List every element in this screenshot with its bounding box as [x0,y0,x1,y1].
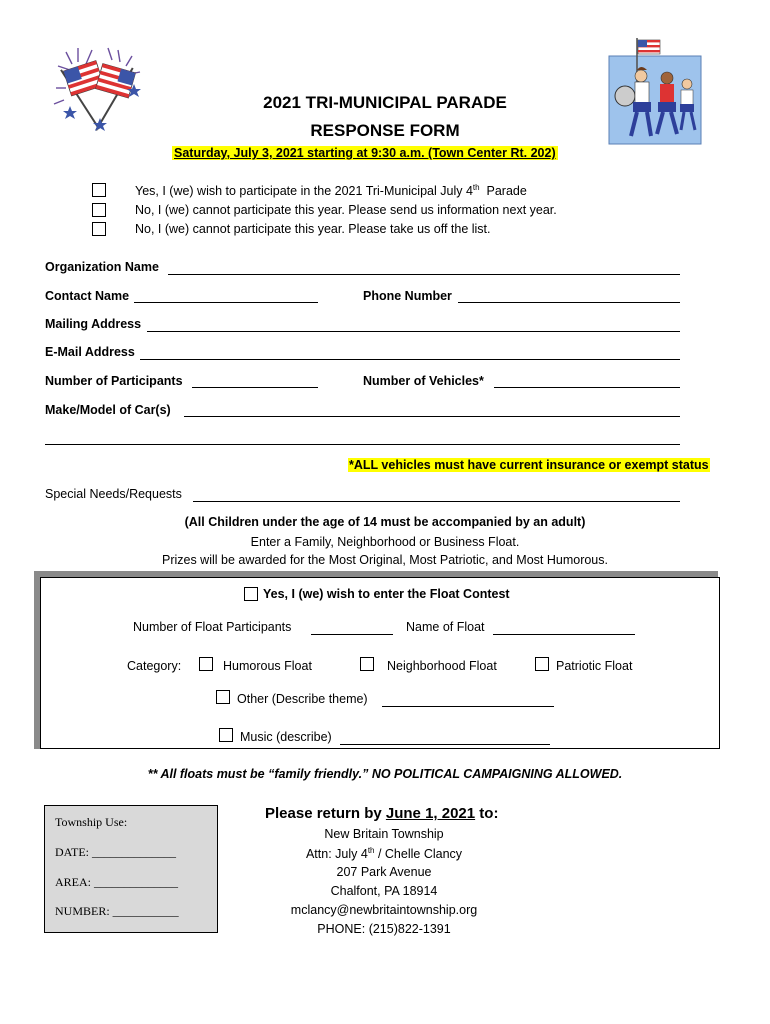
other-theme-checkbox[interactable] [216,690,230,704]
township-use-box [44,805,218,933]
float-contest-checkbox[interactable] [244,587,258,601]
return-tail: to: [475,805,499,822]
make-model-field[interactable] [184,416,680,417]
township-area: AREA: ______________ [55,875,178,889]
phone-number-field[interactable] [458,302,680,303]
float-participants-label: Number of Float Participants [133,620,292,634]
music-checkbox[interactable] [219,728,233,742]
participate-yes-checkbox[interactable] [92,183,106,197]
make-model-label: Make/Model of Car(s) [45,403,171,417]
participate-no-info-checkbox[interactable] [92,203,106,217]
return-lead: Please return by [265,805,386,822]
children-note: (All Children under the age of 14 must be accompanied by an adult) [184,515,586,529]
organization-name-label: Organization Name [45,260,159,274]
return-street: 207 Park Avenue [336,865,432,879]
patriotic-float-checkbox[interactable] [535,657,549,671]
category-label: Category: [127,659,182,673]
email-address-label: E-Mail Address [45,345,135,359]
special-needs-field[interactable] [193,501,680,502]
return-city: Chalfont, PA 18914 [330,884,438,898]
township-use-title: Township Use: [55,815,128,829]
neighborhood-float-checkbox[interactable] [360,657,374,671]
float-enter-note: Enter a Family, Neighborhood or Business Float. [250,535,520,549]
float-contest-label: Yes, I (we) wish to enter the Float Contest [263,587,510,601]
return-deadline: June 1, 2021 [385,805,476,822]
make-model-field-line2[interactable] [45,444,680,445]
insurance-note: *ALL vehicles must have current insurance or exempt status [349,458,709,472]
music-label: Music (describe) [240,730,332,744]
number-of-participants-field[interactable] [192,387,318,388]
humorous-float-label: Humorous Float [223,659,312,673]
page-title: 2021 TRI-MUNICIPAL PARADE [263,93,507,112]
organization-name-field[interactable] [168,274,680,275]
number-of-participants-label: Number of Participants [45,374,183,388]
email-address-field[interactable] [140,359,680,360]
contact-name-field[interactable] [134,302,318,303]
other-theme-label: Other (Describe theme) [237,692,368,706]
patriotic-float-label: Patriotic Float [556,659,633,673]
option-sup: th [472,183,480,192]
float-name-field[interactable] [493,634,635,635]
return-org: New Britain Township [324,827,444,841]
float-participants-field[interactable] [311,634,393,635]
option-text: Yes, I (we) wish to participate in the 2021 Tri-Municipal July 4 [135,184,473,199]
return-email[interactable]: mclancy@newbritaintownship.org [290,903,478,917]
float-name-label: Name of Float [406,620,485,634]
family-friendly-note: ** All floats must be “family friendly.” NO POLITICAL CAMPAIGNING ALLOWED. [147,767,623,781]
prizes-note: Prizes will be awarded for the Most Original, Most Patriotic, and Most Humorous. [161,553,608,567]
return-phone: PHONE: (215)822-1391 [317,922,451,936]
option-text-post: Parade [479,184,527,199]
number-of-vehicles-field[interactable] [494,387,680,388]
attn-sup: th [367,846,375,855]
contact-name-label: Contact Name [45,289,130,303]
attn-post: / Chelle Clancy [374,847,463,862]
special-needs-label: Special Needs/Requests [45,487,182,501]
option-no-info: No, I (we) cannot participate this year. Please send us information next year. [135,203,557,217]
phone-number-label: Phone Number [363,289,452,303]
music-field[interactable] [340,744,550,745]
return-attn [270,846,498,861]
option-participate-yes [135,183,527,198]
page-subtitle: RESPONSE FORM [310,121,460,140]
township-date: DATE: ______________ [55,845,176,859]
return-heading [265,805,498,822]
neighborhood-float-label: Neighborhood Float [387,659,497,673]
township-number: NUMBER: ___________ [55,904,179,918]
option-no-remove: No, I (we) cannot participate this year. Please take us off the list. [135,222,491,236]
event-date-line: Saturday, July 3, 2021 starting at 9:30 a.m. (Town Center Rt. 202) [174,146,556,160]
humorous-float-checkbox[interactable] [199,657,213,671]
mailing-address-field[interactable] [147,331,680,332]
number-of-vehicles-label: Number of Vehicles* [363,374,484,388]
mailing-address-label: Mailing Address [45,317,142,331]
attn-pre: Attn: July 4 [305,847,368,862]
other-theme-field[interactable] [382,706,554,707]
participate-no-remove-checkbox[interactable] [92,222,106,236]
